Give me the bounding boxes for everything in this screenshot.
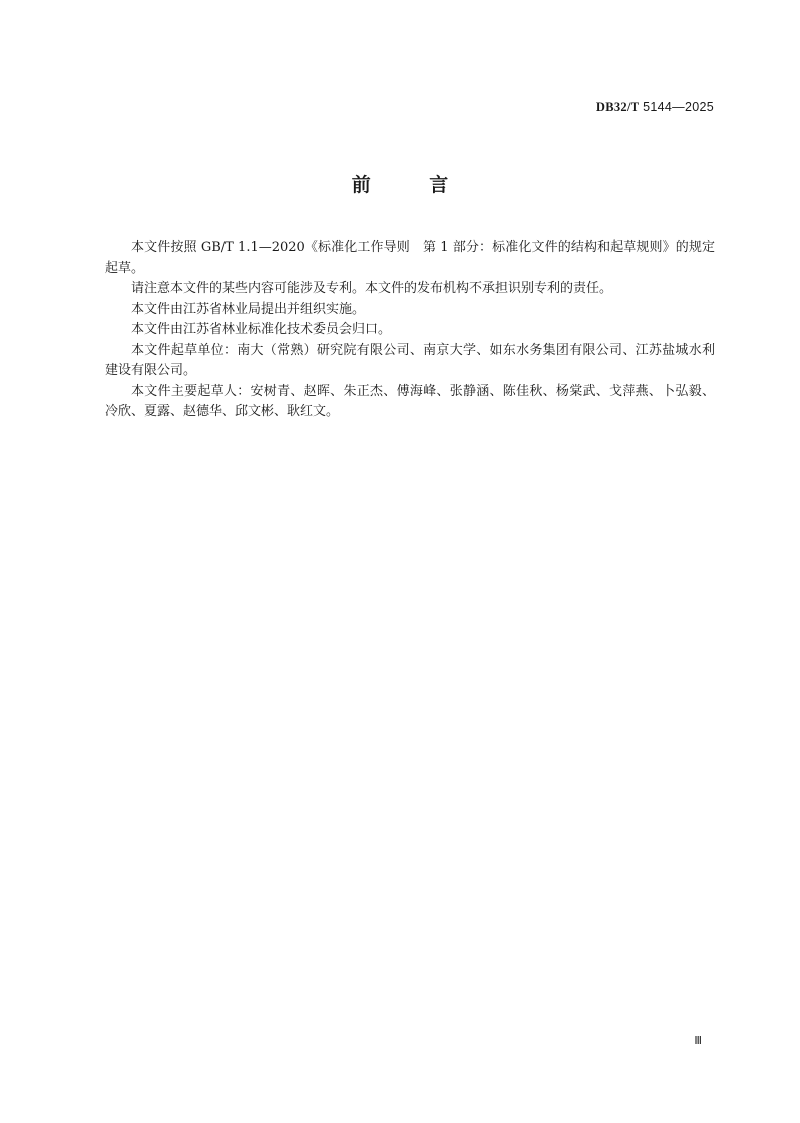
page-number: Ⅲ — [694, 1035, 702, 1047]
paragraph-technical-committee: 本文件由江苏省林业标准化技术委员会归口。 — [131, 322, 392, 337]
paragraph-proposer: 本文件由江苏省林业局提出并组织实施。 — [131, 301, 366, 317]
page-title: 前 言 — [351, 174, 475, 196]
paragraph-drafters: 本文件主要起草人：安树青、赵晖、朱正杰、傅海峰、张静涵、陈佳秋、杨棠武、戈萍燕、卜弘毅、冷欣、夏露、赵德华、邱文彬、耿红文。 — [105, 383, 715, 419]
document-code — [596, 100, 714, 115]
paragraph-drafting-units: 本文件起草单位：南大（常熟）研究院有限公司、南京大学、如东水务集团有限公司、江苏盐城水利建设有限公司。 — [105, 342, 715, 378]
paragraph-patent-notice: 请注意本文件的某些内容可能涉及专利。本文件的发布机构不承担识别专利的责任。 — [131, 281, 613, 296]
document-code-prefix: DB32/T — [595, 100, 640, 114]
document-code-number: 5144—2025 — [643, 100, 714, 114]
paragraph-drafting-rules: 本文件按照 GB/T 1.1—2020《标准化工作导则 第 1 部分：标准化文件的结构和起草规则》的规定起草。 — [105, 240, 715, 276]
foreword-body — [105, 238, 715, 423]
